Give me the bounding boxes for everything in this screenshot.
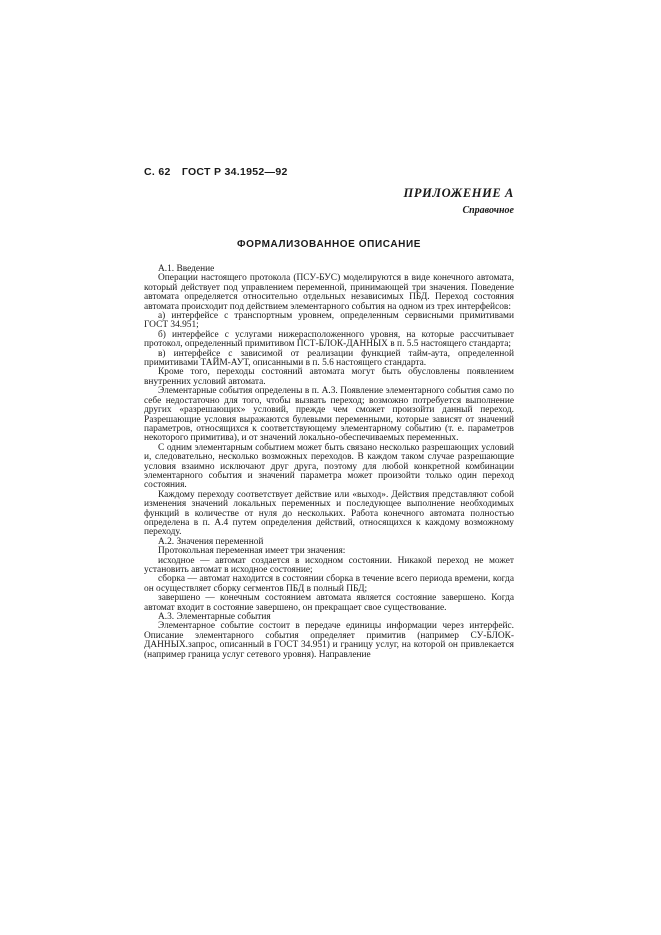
paragraph: в) интерфейсе с зависимой от реализации функцией тайм-аута, определенной примитивами ТАЙМ-АУТ, описанными в п. 5.6 настоящего стандарта. — [144, 348, 514, 369]
paragraph: б) интерфейсе с услугами нижерасположенного уровня, на которые рассчитывает протокол, определенный примитивом ПСТ-БЛОК-ДАННЫХ в п. 5.5 настоящего стандарта; — [144, 329, 514, 350]
standard-number: ГОСТ Р 34.1952—92 — [181, 166, 288, 178]
paragraph: Каждому переходу соответствует действие или «выход». Действия представляют собой изменения значений локальных переменных и последующее выполнение необходимых функций в количестве от нуля до нескольких. Работа конечного автомата полностью определена в п. А.4 путем определения действий, относящихся к каждому возможному переходу. — [144, 489, 514, 538]
section-heading: А.2. Значения переменной — [158, 536, 264, 547]
page-number: С. 62 — [144, 166, 171, 178]
paragraph: Элементарные события определены в п. А.3. Появление элементарного события само по себе недостаточно для того, чтобы вызвать переход; возможно потребуется выполнение других «разрешающих» условий, прежде чем сможет произойти данный переход. Разрешающие условия выражаются булевыми переменными, которые зависят от значений параметров, относящихся к соответствующему элементарному событию (т. е. параметров некоторого примитива), и от значений локально-обеспечиваемых переменных. — [144, 386, 514, 444]
paragraph: исходное — автомат создается в исходном состоянии. Никакой переход не может установить автомат в исходное состояние; — [144, 555, 514, 575]
annex-subtitle: Справочное — [462, 205, 514, 216]
page-header — [144, 166, 288, 178]
paragraph: С одним элементарным событием может быть связано несколько разрешающих условий и, следовательно, несколько возможных переходов. В каждом таком случае разрешающие условия взаимно исключают друг друга, поэтому для любой конкретной комбинации элементарного события и значений параметра может произойти только один переход состояния. — [144, 442, 514, 491]
paragraph: Кроме того, переходы состояний автомата могут быть обусловлены появлением внутренних условий автомата. — [144, 367, 514, 387]
paragraph: а) интерфейсе с транспортным уровнем, определенным сервисными примитивами ГОСТ 34.951; — [144, 311, 514, 331]
body-text — [144, 265, 514, 660]
paragraph: сборка — автомат находится в состоянии сборка в течение всего периода времени, когда он осуществляет сборку сегментов ПБД в полный ПБД; — [144, 574, 514, 594]
document-title: ФОРМАЛИЗОВАННОЕ ОПИСАНИЕ — [236, 239, 422, 250]
annex-title: ПРИЛОЖЕНИЕ А — [403, 186, 514, 200]
paragraph: завершено — конечным состоянием автомата является состояние завершено. Когда автомат входит в состояние завершено, он прекращает свое существование. — [144, 593, 514, 613]
paragraph: Протокольная переменная имеет три значения: — [158, 546, 346, 557]
paragraph: Операции настоящего протокола (ПСУ-БУС) моделируются в виде конечного автомата, который действует под управлением переменной, принимающей три значения. Поведение автомата определяется относительно отдельных независимых ПБД. Переход состояния автомата происходит под действием элементарного события на одном из трех интерфейсов: — [144, 273, 514, 312]
section-heading: А.1. Введение — [158, 264, 215, 274]
paragraph: Элементарное событие состоит в передаче единицы информации через интерфейс. Описание элементарного события определяет примитив (например СУ-БЛОК-ДАННЫХ.запрос, описанный в ГОСТ 34.951) и границу услуг, на которой он привлекается (например граница услуг сетевого уровня). Направление — [144, 621, 514, 660]
section-heading: А.3. Элементарные события — [158, 612, 271, 623]
